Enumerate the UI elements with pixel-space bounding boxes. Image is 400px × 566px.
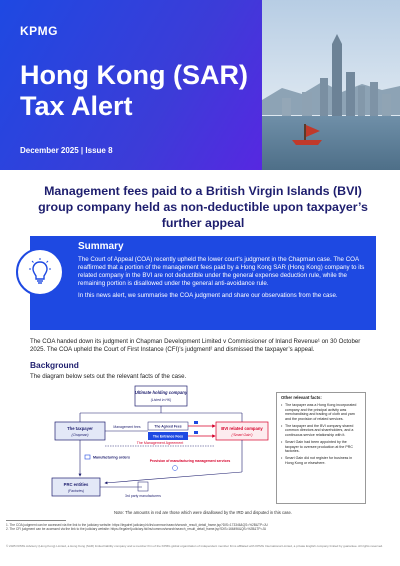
fact-item: • Smart Gain did not register for business in Hong Kong or elsewhere. bbox=[281, 456, 361, 465]
money-icon bbox=[194, 421, 198, 424]
entity-structure-chart bbox=[30, 382, 270, 508]
factory-icon bbox=[85, 455, 90, 459]
copyright-text: © 2025 KPMG Advisory (Hong Kong) Limited, a Hong Kong (SAR) limited liability company and a member firm of the KPMG global organization of independent member firms affiliated with KPMG International Limited, a private English company limited by guarantee. All rights reserved. bbox=[6, 544, 384, 548]
ultimate-holding-sub: (Listed in HK) bbox=[150, 398, 172, 402]
article-headline: Management fees paid to a British Virgin Islands (BVI) group company held as non-deductible upon taxpayer’s further appeal bbox=[38, 184, 368, 230]
footnote-1[interactable]: 1. The COA judgment can be accessed via the link to the judiciary website: https://legalref.judiciary.hk/lrs/common/search/search_result_detail_frame.jsp?DIS=173346&QS=%2B&TP=JU bbox=[6, 523, 268, 527]
summary-paragraph: The Court of Appeal (COA) recently upheld the lower court’s judgment in the Chapman case. The COA reaffirmed that a portion of the management fees paid by a Hong Kong SAR (Hong Kong) company to its related company in the BVI are not deductible under the general expense deduction rule, while the remaining portion is disallowed under the general anti-avoidance rule. bbox=[78, 256, 365, 287]
prc-entities-label: PRC entities bbox=[63, 482, 89, 487]
taxpayer-sub: (Chapman) bbox=[71, 433, 89, 437]
hong-kong-skyline-image bbox=[262, 0, 400, 170]
gear-icon bbox=[173, 466, 178, 471]
taxpayer-label: The taxpayer bbox=[67, 426, 93, 431]
bvi-company-box bbox=[216, 422, 268, 440]
kpmg-logo: KPMG bbox=[20, 24, 58, 38]
lightbulb-icon bbox=[16, 248, 64, 296]
issue-label: December 2025 | Issue 8 bbox=[20, 146, 113, 155]
page-title: Hong Kong (SAR) Tax Alert bbox=[20, 60, 248, 121]
summary-title: Summary bbox=[78, 241, 124, 252]
background-text: The diagram below sets out the relevant facts of the case. bbox=[30, 373, 187, 380]
case-facts-diagram bbox=[30, 382, 376, 508]
money-icon bbox=[194, 431, 198, 434]
manufacturing-orders-label: Manufacturing orders bbox=[93, 455, 130, 460]
other-facts-title: Other relevant facts: bbox=[281, 395, 322, 400]
fact-item: • Smart Gain had been appointed by the taxpayer to oversee production at the PRC factories. bbox=[281, 440, 361, 453]
footnote-2[interactable]: 2. The CFI judgment can be accessed via the link to the judiciary website: https://legalref.judiciary.hk/lrs/common/search/search_result_detail_frame.jsp?DIS=166496&QS=%2B&TP=JU bbox=[6, 527, 267, 531]
ultimate-holding-box bbox=[135, 386, 187, 406]
footnote-divider bbox=[6, 520, 66, 521]
background-heading: Background bbox=[30, 360, 79, 370]
management-agreement-label: The Management Agreement bbox=[136, 441, 184, 445]
prc-entities-sub: (Factories) bbox=[67, 489, 85, 493]
summary-box bbox=[30, 236, 376, 330]
header-banner bbox=[0, 0, 400, 170]
third-party-label: 3rd party manufacturers bbox=[125, 494, 161, 498]
management-fees-label: Management fees bbox=[113, 425, 141, 429]
summary-paragraph: In this news alert, we summarise the COA judgment and share our observations from the case. bbox=[78, 292, 338, 299]
agreed-fees-label: The Agreed Fees bbox=[154, 424, 182, 429]
intro-paragraph: The COA handed down its judgment in Chapman Development Limited v Commissioner of Inland Revenue¹ on 30 October 2025. The COA upheld the Court of First Instance (CFI)’s judgment² and dismissed the taxpayer’s appeal. bbox=[30, 338, 361, 353]
fact-item: • The taxpayer was a Hong Kong incorporated company and the principal activity was merchandising and trading of cloth and yarn and the provision of related services. bbox=[281, 403, 361, 421]
footnotes bbox=[6, 523, 394, 531]
taxpayer-box bbox=[55, 422, 105, 440]
fact-item: • The taxpayer and the BVI company shared common directors and shareholders, and a continuous service relationship with it. bbox=[281, 424, 361, 437]
factory-icon bbox=[138, 482, 148, 491]
diagram-note: Note: The amounts in red are those which were disallowed by the IRD and disputed in this case. bbox=[114, 510, 292, 515]
summary-text bbox=[78, 256, 368, 300]
other-facts-box bbox=[276, 392, 366, 504]
provision-services-label: Provision of manufacturing management services bbox=[149, 459, 231, 463]
ultimate-holding-label: Ultimate holding company bbox=[134, 390, 188, 395]
entrance-fees-label: The Entrance Fees bbox=[152, 434, 184, 439]
bvi-company-label: BVI related company bbox=[221, 426, 263, 431]
prc-entities-box bbox=[52, 478, 100, 496]
bvi-company-sub: (‘Smart Gain’) bbox=[231, 433, 253, 437]
